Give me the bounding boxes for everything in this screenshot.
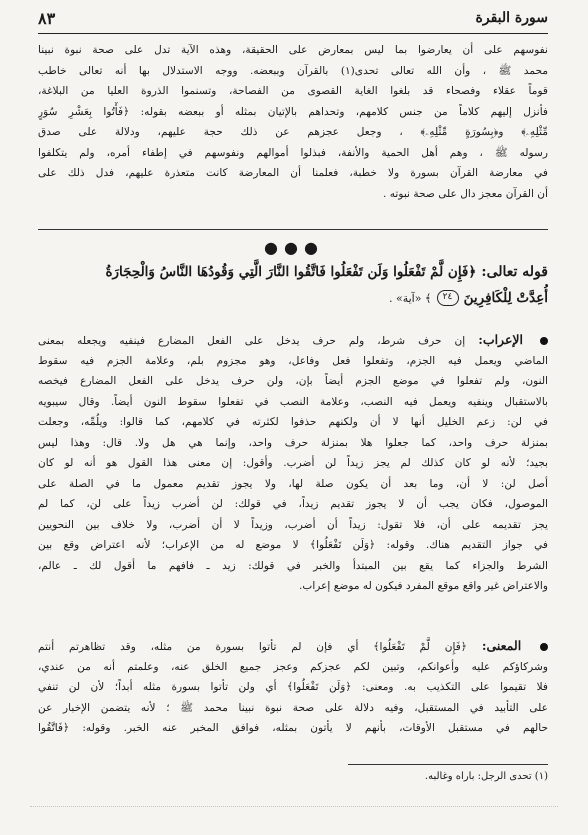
text-line: رسوله ﷺ ، وهم أهل الحمية والأنفة، فبذلوا أموالهم ونفوسهم في إطفاء أمره، ولم يتكلفوا — [38, 146, 548, 159]
text-line: الشرط والجزاء كما يقع بين المبتدأ والخبر في قولك: زيد ـ فافهم ما أقول لك ـ عالم، — [38, 559, 548, 572]
separator-dots: ●●● — [264, 238, 324, 257]
quran-verse-text-2: أُعِدَّتْ لِلْكَافِرِينَ — [463, 290, 548, 306]
text-line: محمد ﷺ ، وأن الله تعالى تحدى(١) بالقرآن وببعضه. ووجه الاستدلال بها أنه تعالى خاطب — [38, 64, 548, 77]
page-bottom-edge — [30, 806, 558, 807]
text-line: الماضي ويعمل فيه الجزم، وتفعلوا فعل وفاعل، وهو مجزوم بلم، وعلامة الجزم فيه سقوط — [38, 354, 548, 367]
text-line: مِّثْلِهِۦ﴾ و﴿بِسُورَةٍ مِّثْلِهِۦ﴾ ، وجعل عجزهم عن ذلك حجة عليهم، ودلالة على صدق — [38, 126, 548, 138]
text-line: في جواز التقديم هناك. وقوله: ﴿وَلَن تَفْعَلُوا﴾ لا موضع له من الإعراب؛ لأنه اعتراض وقع بين — [38, 539, 548, 551]
text-line: بجيد؛ لأنه لو كان كذلك لم يجز زيداً لن أضرب. وأقول: إن معنى هذا القول هو أنه لو كان — [38, 457, 548, 469]
bullet-icon — [540, 337, 548, 345]
text-line: والاعتراض غير واقع موقع المفرد فيكون له موضع إعراب. — [298, 580, 548, 592]
header-rule — [38, 33, 548, 34]
text-line: النون، ولم تفعلوا في موضع الجزم أيضاً بإن، ولن حرف يدخل على الفعل المضارع فيخصه — [38, 375, 548, 387]
text-line: نفوسهم على أن يعارضوا بما ليس بمعارض على الحقيقة، وهذه الآية تدل على صحة نبوة نبينا — [38, 44, 548, 56]
text-line: في معارضة القرآن بسورة ولا خطبة، فعلمنا أن المعارضة كانت متعذرة عليهم، فدل ذلك على — [38, 167, 548, 179]
text-line: بالاستقبال وينفيه ويعمل فيه النصب، وعلامة النصب في تفعلوا سقوط النون أيضاً. وقال سيبويه — [38, 395, 548, 408]
footnote-rule — [348, 764, 548, 765]
verse-tail: ﴾ «آية» . — [389, 292, 432, 305]
text-line: أن القرآن معجز دال على صحة نبوته . — [382, 187, 548, 200]
text-line: حالهم في مستقبل الأوقات، بأنهم لا يأتون بمثله، فوافق المخبر عنه الخبر. وقوله: ﴿فَاتَّقُوا — [38, 722, 548, 734]
text-line: على التأبيد في المستقبل، وفيه دلالة على صحة نبوة نبينا محمد ﷺ ؛ لأنه يتضمن الإخبار عن — [38, 701, 548, 714]
text-line: أصل لن: لا أن، وما بعد أن يكون صلة لها، ولا يجوز تقديم معمول ما في الصلة على — [38, 477, 548, 490]
verse-heading — [38, 258, 548, 310]
text-line: الموصول، فكان يجب أن لا يجوز تقديم زيداً، في قولك: لن أضرب زيداً على لن، كما لم — [38, 498, 548, 510]
text-line: إن حرف شرط، ولم حرف يدخل على الفعل المضارع فينفيه ويجعله بمعنى — [38, 335, 466, 347]
page-header — [38, 6, 548, 30]
text-line: فأنزل إليهم كلاماً من جنس كلامهم، وتحداهم بالإتيان بمثله أو ببعضه بقوله: ﴿فَأْتُوا بِعَشْرِ سُوَرٍ — [38, 105, 548, 118]
quran-verse-text: ﴿فَإِن لَّمْ تَفْعَلُوا وَلَن تَفْعَلُوا فَاتَّقُوا النَّارَ الَّتِي وَقُودُهَا النَّاسُ وَالْحِجَارَةُ — [105, 264, 477, 280]
text-line: بمنزلة حرف واحد، كما جعلوا هلا بمنزلة حرف واحد، وإنما هي هل ولا. قال: وهذا ليس — [38, 436, 548, 449]
irab-section — [38, 330, 548, 597]
meaning-section — [38, 636, 548, 739]
meaning-heading: المعنى: — [481, 638, 522, 653]
text-line: في لن: زعم الخليل أنها لا أن ولكنهم حذفوا لكثرته في كلامهم، كما قالوا: ويلُمِّه، وجعلت — [38, 416, 548, 428]
text-line: وشركاؤكم عليه وأعوانكم، وتبين لكم عجزكم وعجز جميع الخلق عنه، وعلمتم أنه من عندي، — [38, 660, 548, 673]
bullet-icon — [540, 643, 548, 651]
text-line: فلا تقيموا على التكذيب به. ومعنى: ﴿وَلَن تَفْعَلُوا﴾ أي ولن تأتوا بسورة مثله أبداً؛ لأن لن تنفي — [38, 681, 548, 693]
ayah-number-marker: ٢٤ — [437, 290, 459, 306]
surah-title: سورة البقرة — [475, 10, 548, 26]
page-number: ٨٣ — [38, 8, 56, 28]
verse-lead: قوله تعالى: — [481, 264, 548, 280]
text-line: قوماً عقلاء وفصحاء قد بلغوا الغاية القصوى من الفصاحة، وتسنموا الذروة العليا من البلاغة، — [38, 85, 548, 97]
footnote: (١) تحدى الرجل: باراه وغالبه. — [424, 771, 548, 782]
irab-heading: الإعراب: — [478, 332, 524, 347]
intro-paragraph — [38, 40, 548, 204]
text-line: يجز تقديمه على أن، فلا تقول: زيداً أن أضرب، وزيداً لا أن أضرب، ولا خلاف بين النحويين — [38, 518, 548, 531]
section-divider — [38, 229, 548, 230]
text-line: ﴿فَإِن لَّمْ تَفْعَلُوا﴾ أي فإن لم تأتوا بسورة من مثله، وقد تظاهرتم أنتم — [38, 641, 467, 653]
